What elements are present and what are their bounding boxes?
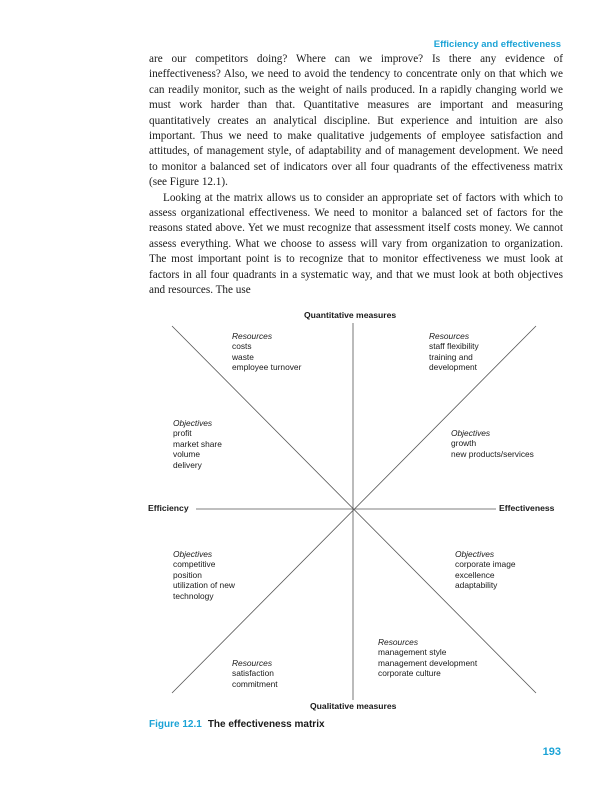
figure-caption-number: Figure 12.1 — [149, 719, 202, 730]
segment-title: Resources — [429, 331, 470, 341]
segment-upper-right-objectives — [451, 428, 534, 459]
segment-top-left-resources — [232, 331, 301, 373]
segment-title: Objectives — [455, 549, 495, 559]
segment-bottom-left-resources — [232, 658, 278, 689]
segment-item: management style — [378, 647, 447, 658]
segment-item: market share — [173, 438, 222, 449]
segment-lower-left-objectives — [173, 549, 235, 601]
segment-title: Resources — [232, 658, 273, 668]
segment-title: Resources — [232, 331, 273, 341]
figure-caption — [149, 719, 325, 730]
running-head: Efficiency and effectiveness — [433, 39, 561, 50]
segment-item: excellence — [455, 569, 495, 580]
segment-item: corporate culture — [378, 668, 441, 679]
segment-lower-right-objectives — [455, 549, 516, 591]
segment-item: development — [429, 362, 477, 373]
segment-item: new products/services — [451, 448, 534, 459]
segment-bottom-right-resources — [378, 637, 477, 679]
segment-item: position — [173, 569, 202, 580]
axis-label-bottom: Qualitative measures — [310, 701, 397, 711]
segment-item: satisfaction — [232, 668, 274, 679]
segment-item: costs — [232, 341, 252, 352]
segment-title: Resources — [378, 637, 419, 647]
segment-item: delivery — [173, 459, 202, 470]
segment-item: corporate image — [455, 559, 516, 570]
axis-label-top: Quantitative measures — [304, 310, 397, 320]
segment-item: technology — [173, 590, 214, 601]
page-number: 193 — [542, 746, 561, 758]
paragraph-2: Looking at the matrix allows us to consider an appropriate set of factors with which to assess organizational effectiveness. We need to monitor a balanced set of factors for the reasons stated above. Yet we must recognize that assessment itself costs money. We cannot assess everything. What we choose to assess will vary from organization to organization. The most important point is to recognize that to monitor effectiveness we must look at factors in all four quadrants in a systematic way, and that we must look at both objectives and resources. The use — [149, 191, 563, 297]
segment-item: utilization of new — [173, 580, 235, 591]
segment-item: competitive — [173, 559, 216, 570]
segment-item: staff flexibility — [429, 341, 479, 352]
segment-item: commitment — [232, 678, 278, 689]
segment-item: adaptability — [455, 580, 498, 591]
segment-top-right-resources — [429, 331, 479, 373]
segment-item: employee turnover — [232, 362, 302, 373]
segment-item: waste — [232, 351, 254, 362]
figure-caption-text: The effectiveness matrix — [207, 719, 325, 730]
segment-item: volume — [173, 449, 200, 460]
segment-title: Objectives — [451, 428, 491, 438]
segment-item: management development — [378, 657, 478, 668]
segment-title: Objectives — [173, 549, 213, 559]
segment-item: training and — [429, 351, 473, 362]
axis-label-left: Efficiency — [148, 503, 189, 513]
segment-item: profit — [173, 428, 192, 439]
segment-upper-left-objectives — [173, 418, 222, 470]
paragraph-1: are our competitors doing? Where can we improve? Is there any evidence of ineffectiveness? Also, we need to avoid the tendency to concentrate only on that which we can readily monitor, such as the weight of nails produced. In a rapidly changing world we must work harder than that. Quantitative measures are important and measuring quantitatively creates an analytical discipline. But experience and intuition are also important. Thus we need to make qualitative judgements of employee satisfaction and attitudes, of management style, of adaptability and of management development. We need to monitor a balanced set of indicators over all four quadrants of the effectiveness matrix (see Figure 12.1). — [149, 53, 563, 189]
axis-label-right: Effectiveness — [499, 503, 555, 513]
segment-title: Objectives — [173, 418, 213, 428]
segment-item: growth — [451, 438, 477, 449]
